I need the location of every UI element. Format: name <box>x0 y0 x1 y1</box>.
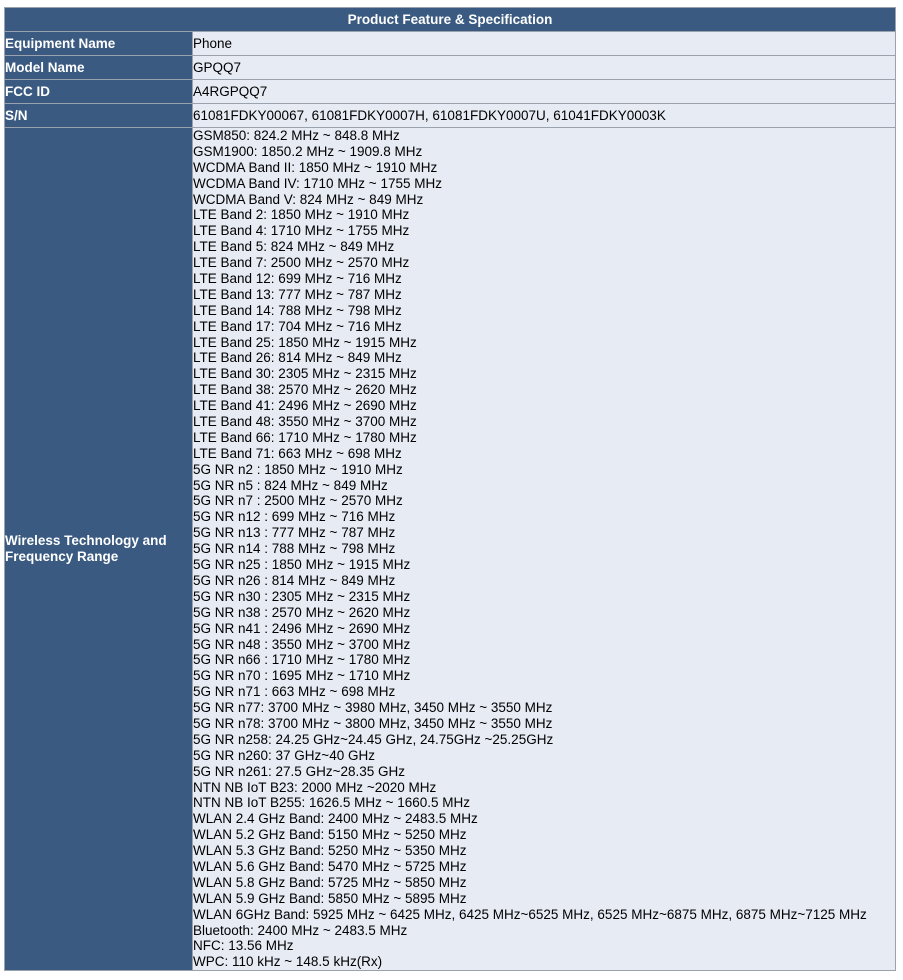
frequency-item: 5G NR n30 : 2305 MHz ~ 2315 MHz <box>193 588 411 604</box>
row-label-serial-number: S/N <box>5 104 193 128</box>
frequency-item: 5G NR n41 : 2496 MHz ~ 2690 MHz <box>193 620 411 636</box>
frequency-item: 5G NR n14 : 788 MHz ~ 798 MHz <box>193 541 396 557</box>
row-value-model-name: GPQQ7 <box>193 56 896 80</box>
table-row <box>5 56 896 80</box>
table-row <box>5 80 896 104</box>
table-row-wireless <box>5 128 896 971</box>
table-title: Product Feature & Specification <box>5 8 896 32</box>
frequency-item: 5G NR n261: 27.5 GHz~28.35 GHz <box>193 763 405 779</box>
frequency-item: WLAN 5.9 GHz Band: 5850 MHz ~ 5895 MHz <box>193 890 467 906</box>
frequency-item: LTE Band 13: 777 MHz ~ 787 MHz <box>193 286 402 302</box>
row-value-equipment-name: Phone <box>193 32 896 56</box>
frequency-item: WLAN 5.6 GHz Band: 5470 MHz ~ 5725 MHz <box>193 858 467 874</box>
frequency-item: LTE Band 17: 704 MHz ~ 716 MHz <box>193 318 402 334</box>
row-value-fcc-id: A4RGPQQ7 <box>193 80 896 104</box>
frequency-item: WCDMA Band II: 1850 MHz ~ 1910 MHz <box>193 159 438 175</box>
table-title-row <box>5 8 896 32</box>
frequency-item: WCDMA Band IV: 1710 MHz ~ 1755 MHz <box>193 175 442 191</box>
frequency-item: 5G NR n71 : 663 MHz ~ 698 MHz <box>193 684 396 700</box>
frequency-item: 5G NR n12 : 699 MHz ~ 716 MHz <box>193 509 396 525</box>
frequency-item: 5G NR n26 : 814 MHz ~ 849 MHz <box>193 572 396 588</box>
row-label-wireless-technology <box>5 128 193 971</box>
frequency-item: LTE Band 14: 788 MHz ~ 798 MHz <box>193 302 402 318</box>
frequency-item: 5G NR n2 : 1850 MHz ~ 1910 MHz <box>193 461 403 477</box>
frequency-item: Bluetooth: 2400 MHz ~ 2483.5 MHz <box>193 922 408 938</box>
frequency-item: LTE Band 12: 699 MHz ~ 716 MHz <box>193 271 402 287</box>
frequency-item: LTE Band 41: 2496 MHz ~ 2690 MHz <box>193 398 417 414</box>
frequency-item: LTE Band 48: 3550 MHz ~ 3700 MHz <box>193 414 417 430</box>
frequency-item: WCDMA Band V: 824 MHz ~ 849 MHz <box>193 191 424 207</box>
frequency-item: 5G NR n70 : 1695 MHz ~ 1710 MHz <box>193 668 411 684</box>
row-value-serial-number: 61081FDKY00067, 61081FDKY0007H, 61081FDKY0007U, 61041FDKY0003K <box>193 104 896 128</box>
frequency-item: WLAN 2.4 GHz Band: 2400 MHz ~ 2483.5 MHz <box>193 811 478 827</box>
frequency-item: LTE Band 4: 1710 MHz ~ 1755 MHz <box>193 223 410 239</box>
frequency-item: 5G NR n260: 37 GHz~40 GHz <box>193 747 375 763</box>
wireless-label-line2: Frequency Range <box>5 549 119 565</box>
frequency-item: NTN NB IoT B23: 2000 MHz ~2020 MHz <box>193 779 437 795</box>
frequency-item: WPC: 110 kHz ~ 148.5 kHz(Rx) <box>193 954 383 970</box>
frequency-item: 5G NR n5 : 824 MHz ~ 849 MHz <box>193 477 388 493</box>
table-row <box>5 32 896 56</box>
row-label-model-name: Model Name <box>5 56 193 80</box>
table-row <box>5 104 896 128</box>
frequency-item: NTN NB IoT B255: 1626.5 MHz ~ 1660.5 MHz <box>193 795 471 811</box>
frequency-item: LTE Band 5: 824 MHz ~ 849 MHz <box>193 239 395 255</box>
frequency-item: GSM1900: 1850.2 MHz ~ 1909.8 MHz <box>193 143 423 159</box>
frequency-item: LTE Band 2: 1850 MHz ~ 1910 MHz <box>193 207 410 223</box>
row-label-fcc-id: FCC ID <box>5 80 193 104</box>
frequency-item: 5G NR n78: 3700 MHz ~ 3800 MHz, 3450 MHz ~ 3550 MHz <box>193 715 553 731</box>
frequency-item: 5G NR n38 : 2570 MHz ~ 2620 MHz <box>193 604 411 620</box>
frequency-item: 5G NR n66 : 1710 MHz ~ 1780 MHz <box>193 652 411 668</box>
frequency-item: LTE Band 38: 2570 MHz ~ 2620 MHz <box>193 382 417 398</box>
frequency-item: 5G NR n48 : 3550 MHz ~ 3700 MHz <box>193 636 411 652</box>
wireless-label-line1: Wireless Technology and <box>5 533 167 549</box>
frequency-list <box>193 128 896 971</box>
frequency-item: 5G NR n13 : 777 MHz ~ 787 MHz <box>193 525 396 541</box>
row-label-equipment-name: Equipment Name <box>5 32 193 56</box>
frequency-item: WLAN 6GHz Band: 5925 MHz ~ 6425 MHz, 6425 MHz~6525 MHz, 6525 MHz~6875 MHz, 6875 MHz~7125 MHz <box>193 906 867 922</box>
frequency-item: LTE Band 7: 2500 MHz ~ 2570 MHz <box>193 255 410 271</box>
frequency-item: NFC: 13.56 MHz <box>193 938 294 954</box>
frequency-item: GSM850: 824.2 MHz ~ 848.8 MHz <box>193 128 400 143</box>
frequency-item: WLAN 5.2 GHz Band: 5150 MHz ~ 5250 MHz <box>193 827 467 843</box>
frequency-item: WLAN 5.8 GHz Band: 5725 MHz ~ 5850 MHz <box>193 874 467 890</box>
frequency-item: 5G NR n77: 3700 MHz ~ 3980 MHz, 3450 MHz ~ 3550 MHz <box>193 700 553 716</box>
frequency-item: LTE Band 66: 1710 MHz ~ 1780 MHz <box>193 429 417 445</box>
frequency-item: 5G NR n7 : 2500 MHz ~ 2570 MHz <box>193 493 403 509</box>
frequency-item: LTE Band 26: 814 MHz ~ 849 MHz <box>193 350 402 366</box>
frequency-item: 5G NR n258: 24.25 GHz~24.45 GHz, 24.75GHz ~25.25GHz <box>193 731 554 747</box>
frequency-item: LTE Band 25: 1850 MHz ~ 1915 MHz <box>193 334 417 350</box>
frequency-item: 5G NR n25 : 1850 MHz ~ 1915 MHz <box>193 557 411 573</box>
spec-table <box>4 7 896 971</box>
frequency-item: LTE Band 30: 2305 MHz ~ 2315 MHz <box>193 366 417 382</box>
frequency-item: LTE Band 71: 663 MHz ~ 698 MHz <box>193 445 402 461</box>
frequency-item: WLAN 5.3 GHz Band: 5250 MHz ~ 5350 MHz <box>193 843 467 859</box>
